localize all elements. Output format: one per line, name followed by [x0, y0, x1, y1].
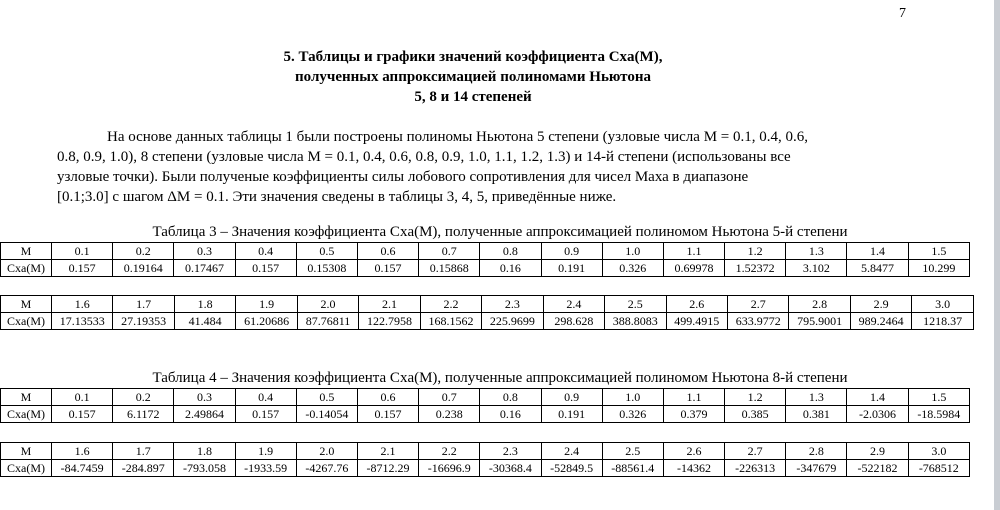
cxa-cell: 0.326: [602, 260, 663, 277]
paragraph-line: 0.8, 0.9, 1.0), 8 степени (узловые числа M = 0.1, 0.4, 0.6, 0.8, 0.9, 1.0, 1.1, 1.2, 1.3) и 14-й степени (использованы все: [57, 149, 791, 165]
cxa-cell: 122.7958: [359, 313, 420, 330]
body-paragraph: [57, 127, 910, 207]
cxa-cell: 27.19353: [113, 313, 174, 330]
cxa-cell: -2.0306: [847, 406, 908, 423]
cxa-cell: 1218.37: [912, 313, 974, 330]
cxa-cell: -30368.4: [480, 460, 541, 477]
cxa-cell: 0.157: [235, 406, 296, 423]
cxa-cell: 168.1562: [420, 313, 481, 330]
paragraph-line: [0.1;3.0] с шагом ΔM = 0.1. Эти значения сведены в таблицы 3, 4, 5, приведённые ниже.: [57, 189, 617, 205]
mach-cell: 2.6: [666, 296, 727, 313]
row-header: Cxa(M): [1, 460, 52, 477]
cxa-row: [1, 460, 970, 477]
cxa-cell: 0.157: [52, 260, 113, 277]
row-header: Cxa(M): [1, 260, 52, 277]
mach-cell: 0.3: [174, 243, 235, 260]
mach-cell: 0.4: [235, 389, 296, 406]
mach-cell: 1.4: [847, 389, 908, 406]
cxa-cell: 0.157: [52, 406, 113, 423]
mach-cell: 1.0: [602, 389, 663, 406]
cxa-cell: 0.191: [541, 260, 602, 277]
mach-cell: 1.8: [174, 296, 235, 313]
cxa-cell: 499.4915: [666, 313, 727, 330]
page-right-edge: [994, 0, 1000, 510]
mach-cell: 0.5: [296, 243, 357, 260]
row-header: M: [1, 443, 52, 460]
cxa-row: [1, 260, 970, 277]
mach-row: [1, 296, 974, 313]
mach-cell: 1.3: [786, 243, 847, 260]
table3-caption: Таблица 3 – Значения коэффициента Cxa(M), полученные аппроксимацией полиномом Ньютона 5-й степени: [152, 224, 848, 240]
cxa-cell: -84.7459: [52, 460, 113, 477]
mach-cell: 2.8: [786, 443, 847, 460]
cxa-cell: -284.897: [113, 460, 174, 477]
mach-cell: 0.2: [113, 243, 174, 260]
row-header: Cxa(M): [1, 406, 52, 423]
row-header: Cxa(M): [1, 313, 52, 330]
mach-cell: 2.4: [543, 296, 604, 313]
cxa-cell: 0.16: [480, 406, 541, 423]
mach-cell: 1.7: [113, 296, 174, 313]
cxa-cell: 3.102: [786, 260, 847, 277]
mach-cell: 2.9: [847, 443, 908, 460]
table3-part1: [0, 242, 970, 277]
cxa-cell: 989.2464: [850, 313, 911, 330]
table4-part1: [0, 388, 970, 423]
cxa-cell: 0.326: [602, 406, 663, 423]
mach-cell: 0.6: [357, 243, 418, 260]
mach-cell: 0.8: [480, 389, 541, 406]
mach-cell: 0.3: [174, 389, 235, 406]
cxa-cell: -226313: [725, 460, 786, 477]
mach-cell: 2.5: [605, 296, 666, 313]
heading-line-1: 5. Таблицы и графики значений коэффициента Cxa(M),: [283, 49, 663, 65]
mach-cell: 1.1: [663, 243, 724, 260]
cxa-cell: -52849.5: [541, 460, 602, 477]
mach-cell: 2.9: [850, 296, 911, 313]
mach-cell: 1.8: [174, 443, 235, 460]
mach-cell: 0.8: [480, 243, 541, 260]
cxa-cell: 0.69978: [663, 260, 724, 277]
mach-cell: 1.5: [908, 389, 969, 406]
mach-cell: 2.7: [725, 443, 786, 460]
cxa-row: [1, 406, 970, 423]
mach-cell: 1.0: [602, 243, 663, 260]
table4-caption: Таблица 4 – Значения коэффициента Cxa(M), полученные аппроксимацией полиномом Ньютона 8-й степени: [152, 370, 848, 386]
mach-cell: 0.5: [296, 389, 357, 406]
mach-cell: 3.0: [912, 296, 974, 313]
mach-cell: 1.5: [908, 243, 969, 260]
cxa-cell: 17.13533: [52, 313, 113, 330]
mach-cell: 1.7: [113, 443, 174, 460]
cxa-cell: 10.299: [908, 260, 969, 277]
cxa-cell: 61.20686: [236, 313, 297, 330]
cxa-cell: 0.379: [663, 406, 724, 423]
cxa-cell: 0.157: [235, 260, 296, 277]
mach-cell: 0.9: [541, 243, 602, 260]
cxa-cell: -522182: [847, 460, 908, 477]
cxa-cell: -0.14054: [296, 406, 357, 423]
cxa-cell: -8712.29: [357, 460, 418, 477]
mach-cell: 2.4: [541, 443, 602, 460]
mach-cell: 0.1: [52, 389, 113, 406]
mach-cell: 1.1: [663, 389, 724, 406]
mach-cell: 2.5: [602, 443, 663, 460]
mach-cell: 1.9: [236, 296, 297, 313]
mach-cell: 0.9: [541, 389, 602, 406]
heading-line-2: полученных аппроксимацией полиномами Ньютона: [295, 69, 651, 85]
cxa-cell: -4267.76: [296, 460, 357, 477]
mach-cell: 2.2: [420, 296, 481, 313]
mach-cell: 2.2: [419, 443, 480, 460]
cxa-cell: 0.157: [357, 406, 418, 423]
table4-part2: [0, 442, 970, 477]
cxa-cell: -88561.4: [602, 460, 663, 477]
mach-cell: 0.6: [357, 389, 418, 406]
cxa-cell: 388.8083: [605, 313, 666, 330]
cxa-cell: 633.9772: [727, 313, 788, 330]
cxa-cell: -16696.9: [419, 460, 480, 477]
cxa-cell: -18.5984: [908, 406, 969, 423]
mach-cell: 2.0: [296, 443, 357, 460]
heading-line-3: 5, 8 и 14 степеней: [414, 89, 532, 105]
mach-cell: 2.1: [359, 296, 420, 313]
cxa-cell: 0.19164: [113, 260, 174, 277]
cxa-cell: 41.484: [174, 313, 235, 330]
mach-cell: 0.7: [419, 243, 480, 260]
row-header: M: [1, 296, 52, 313]
mach-cell: 2.1: [357, 443, 418, 460]
mach-cell: 1.4: [847, 243, 908, 260]
mach-cell: 0.4: [235, 243, 296, 260]
cxa-cell: 0.381: [786, 406, 847, 423]
cxa-cell: 1.52372: [725, 260, 786, 277]
cxa-cell: -793.058: [174, 460, 235, 477]
row-header: M: [1, 389, 52, 406]
cxa-cell: 2.49864: [174, 406, 235, 423]
mach-cell: 1.9: [235, 443, 296, 460]
page-number: 7: [899, 6, 906, 21]
paragraph-line: узловые точки). Были полученые коэффициенты силы лобового сопротивления для чисел Маха в диапазоне: [57, 169, 749, 185]
mach-cell: 2.3: [480, 443, 541, 460]
table3-part2: [0, 295, 974, 330]
mach-row: [1, 243, 970, 260]
mach-cell: 3.0: [908, 443, 969, 460]
cxa-row: [1, 313, 974, 330]
cxa-cell: 298.628: [543, 313, 604, 330]
cxa-cell: -14362: [663, 460, 724, 477]
mach-row: [1, 443, 970, 460]
cxa-cell: 0.17467: [174, 260, 235, 277]
cxa-cell: 87.76811: [297, 313, 358, 330]
section-heading: [0, 47, 946, 107]
cxa-cell: -1933.59: [235, 460, 296, 477]
mach-cell: 0.1: [52, 243, 113, 260]
cxa-cell: 0.191: [541, 406, 602, 423]
mach-cell: 1.2: [725, 389, 786, 406]
cxa-cell: 225.9699: [482, 313, 543, 330]
mach-cell: 2.7: [727, 296, 788, 313]
mach-row: [1, 389, 970, 406]
cxa-cell: 795.9001: [789, 313, 850, 330]
mach-cell: 0.2: [113, 389, 174, 406]
mach-cell: 2.6: [663, 443, 724, 460]
cxa-cell: 0.238: [419, 406, 480, 423]
cxa-cell: -768512: [908, 460, 969, 477]
mach-cell: 2.3: [482, 296, 543, 313]
mach-cell: 1.2: [725, 243, 786, 260]
mach-cell: 1.6: [52, 443, 113, 460]
cxa-cell: 6.1172: [113, 406, 174, 423]
cxa-cell: 0.157: [357, 260, 418, 277]
mach-cell: 0.7: [419, 389, 480, 406]
mach-cell: 1.6: [52, 296, 113, 313]
mach-cell: 2.0: [297, 296, 358, 313]
cxa-cell: 0.15308: [296, 260, 357, 277]
paragraph-line: На основе данных таблицы 1 были построены полиномы Ньютона 5 степени (узловые числа M = 0.1, 0.4, 0.6,: [107, 129, 808, 145]
cxa-cell: 0.16: [480, 260, 541, 277]
cxa-cell: 0.15868: [419, 260, 480, 277]
cxa-cell: 0.385: [725, 406, 786, 423]
cxa-cell: 5.8477: [847, 260, 908, 277]
cxa-cell: -347679: [786, 460, 847, 477]
mach-cell: 2.8: [789, 296, 850, 313]
mach-cell: 1.3: [786, 389, 847, 406]
row-header: M: [1, 243, 52, 260]
